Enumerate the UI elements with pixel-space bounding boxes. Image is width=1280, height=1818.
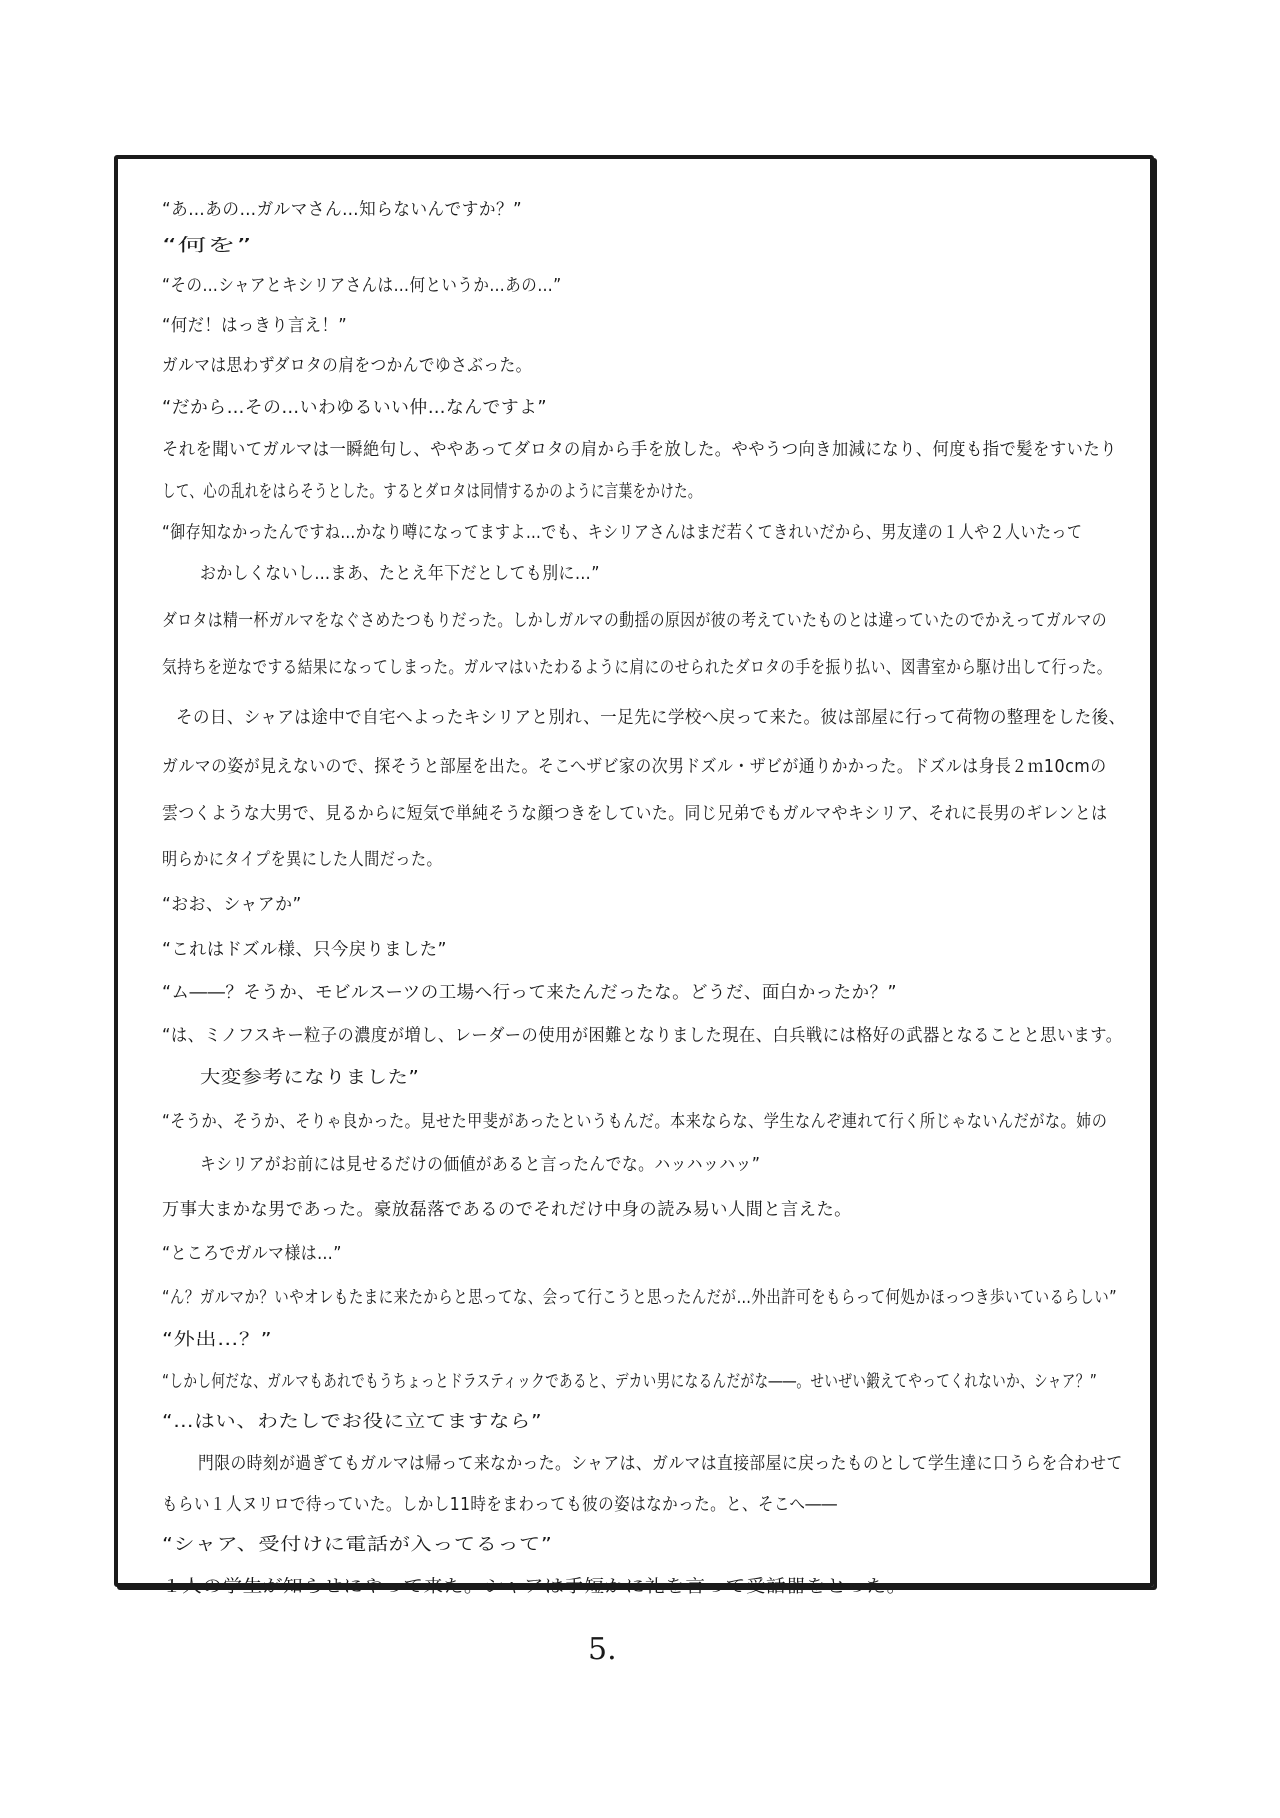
text-line: もらい１人ヌリロで待っていた。しかし11時をまわっても彼の姿はなかった。と、そこへ―― (162, 1495, 838, 1515)
text-line: おかしくないし…まあ、たとえ年下だとしても別に…” (200, 564, 600, 584)
text-line: “あ…あの…ガルマさん…知らないんですか？” (162, 200, 523, 220)
text-line: 明らかにタイプを異にした人間だった。 (162, 850, 443, 870)
text-line: 万事大まかな男であった。豪放磊落であるのでそれだけ中身の読み易い人間と言えた。 (162, 1200, 852, 1220)
text-line: “おお、シャアか” (162, 895, 302, 915)
text-line: １人の学生が知らせにやって来た。シャアは手短かに礼を言って受話器をとった。 (162, 1577, 907, 1597)
text-line: “そうか、そうか、そりゃ良かった。見せた甲斐があったというもんだ。本来ならな、学生なんぞ連れて行く所じゃないんだがな。姉の (162, 1112, 1108, 1132)
text-line: キシリアがお前には見せるだけの価値があると言ったんでな。ハッハッハッ” (200, 1155, 761, 1175)
text-line: “御存知なかったんですね…かなり噂になってますよ…でも、キシリアさんはまだ若くてきれいだから、男友達の１人や２人いたって (162, 523, 1083, 543)
text-line: “その…シャアとキシリアさんは…何というか…あの…” (162, 276, 562, 296)
text-line: ガルマは思わずダロタの肩をつかんでゆさぶった。 (162, 356, 532, 376)
text-line: “これはドズル様、只今戻りました” (162, 940, 447, 960)
text-line: “ム――？そうか、モビルスーツの工場へ行って来たんだったな。どうだ、面白かったか？” (162, 983, 898, 1003)
text-line: ガルマの姿が見えないので、探そうと部屋を出た。そこへザビ家の次男ドズル・ザビが通りかかった。ドズルは身長２ｍ10cmの (162, 757, 1107, 777)
text-line: “は、ミノフスキー粒子の濃度が増し、レーダーの使用が困難となりました現在、白兵戦には格好の武器となることと思います。 (162, 1026, 1123, 1046)
text-line: ダロタは精一杯ガルマをなぐさめたつもりだった。しかしガルマの動揺の原因が彼の考えていたものとは違っていたのでかえってガルマの (162, 611, 1107, 631)
text-line: “何を” (162, 236, 253, 256)
text-line: “しかし何だな、ガルマもあれでもうちょっとドラスティックであると、デカい男になるんだがな――。せいぜい鍛えてやってくれないか、シャア？” (162, 1372, 1098, 1392)
text-line: その日、シャアは途中で自宅へよったキシリアと別れ、一足先に学校へ戻って来た。彼は部屋に行って荷物の整理をした後、 (176, 708, 1126, 728)
text-line: “だから…その…いわゆるいい仲…なんですよ” (162, 398, 548, 418)
text-line: “ところでガルマ様は…” (162, 1244, 342, 1264)
text-line: “ん？ガルマか？いやオレもたまに来たからと思ってな、会って行こうと思ったんだが…外出許可をもらって何処かほっつき歩いているらしい” (162, 1288, 1118, 1308)
text-line: 門限の時刻が過ぎてもガルマは帰って来なかった。シャアは、ガルマは直接部屋に戻ったものとして学生達に口うらを合わせて (198, 1454, 1123, 1474)
text-line: “外出…？” (162, 1330, 273, 1350)
text-line: 大変参考になりました” (200, 1068, 420, 1088)
text-line: “…はい、わたしでお役に立てますなら” (162, 1412, 543, 1432)
text-line: “何だ！はっきり言え！” (162, 316, 348, 336)
text-line: 雲つくような大男で、見るからに短気で単純そうな顔つきをしていた。同じ兄弟でもガルマやキシリア、それに長男のギレンとは (162, 804, 1108, 824)
text-line: 気持ちを逆なでする結果になってしまった。ガルマはいたわるように肩にのせられたダロタの手を振り払い、図書室から駆け出して行った。 (162, 658, 1112, 678)
text-line: して、心の乱れをはらそうとした。するとダロタは同情するかのように言葉をかけた。 (162, 482, 702, 502)
page-number: 5. (588, 1632, 617, 1667)
text-line: それを聞いてガルマは一瞬絶句し、ややあってダロタの肩から手を放した。ややうつ向き加減になり、何度も指で髪をすいたり (162, 440, 1117, 460)
text-line: “シャア、受付けに電話が入ってるって” (162, 1535, 553, 1555)
